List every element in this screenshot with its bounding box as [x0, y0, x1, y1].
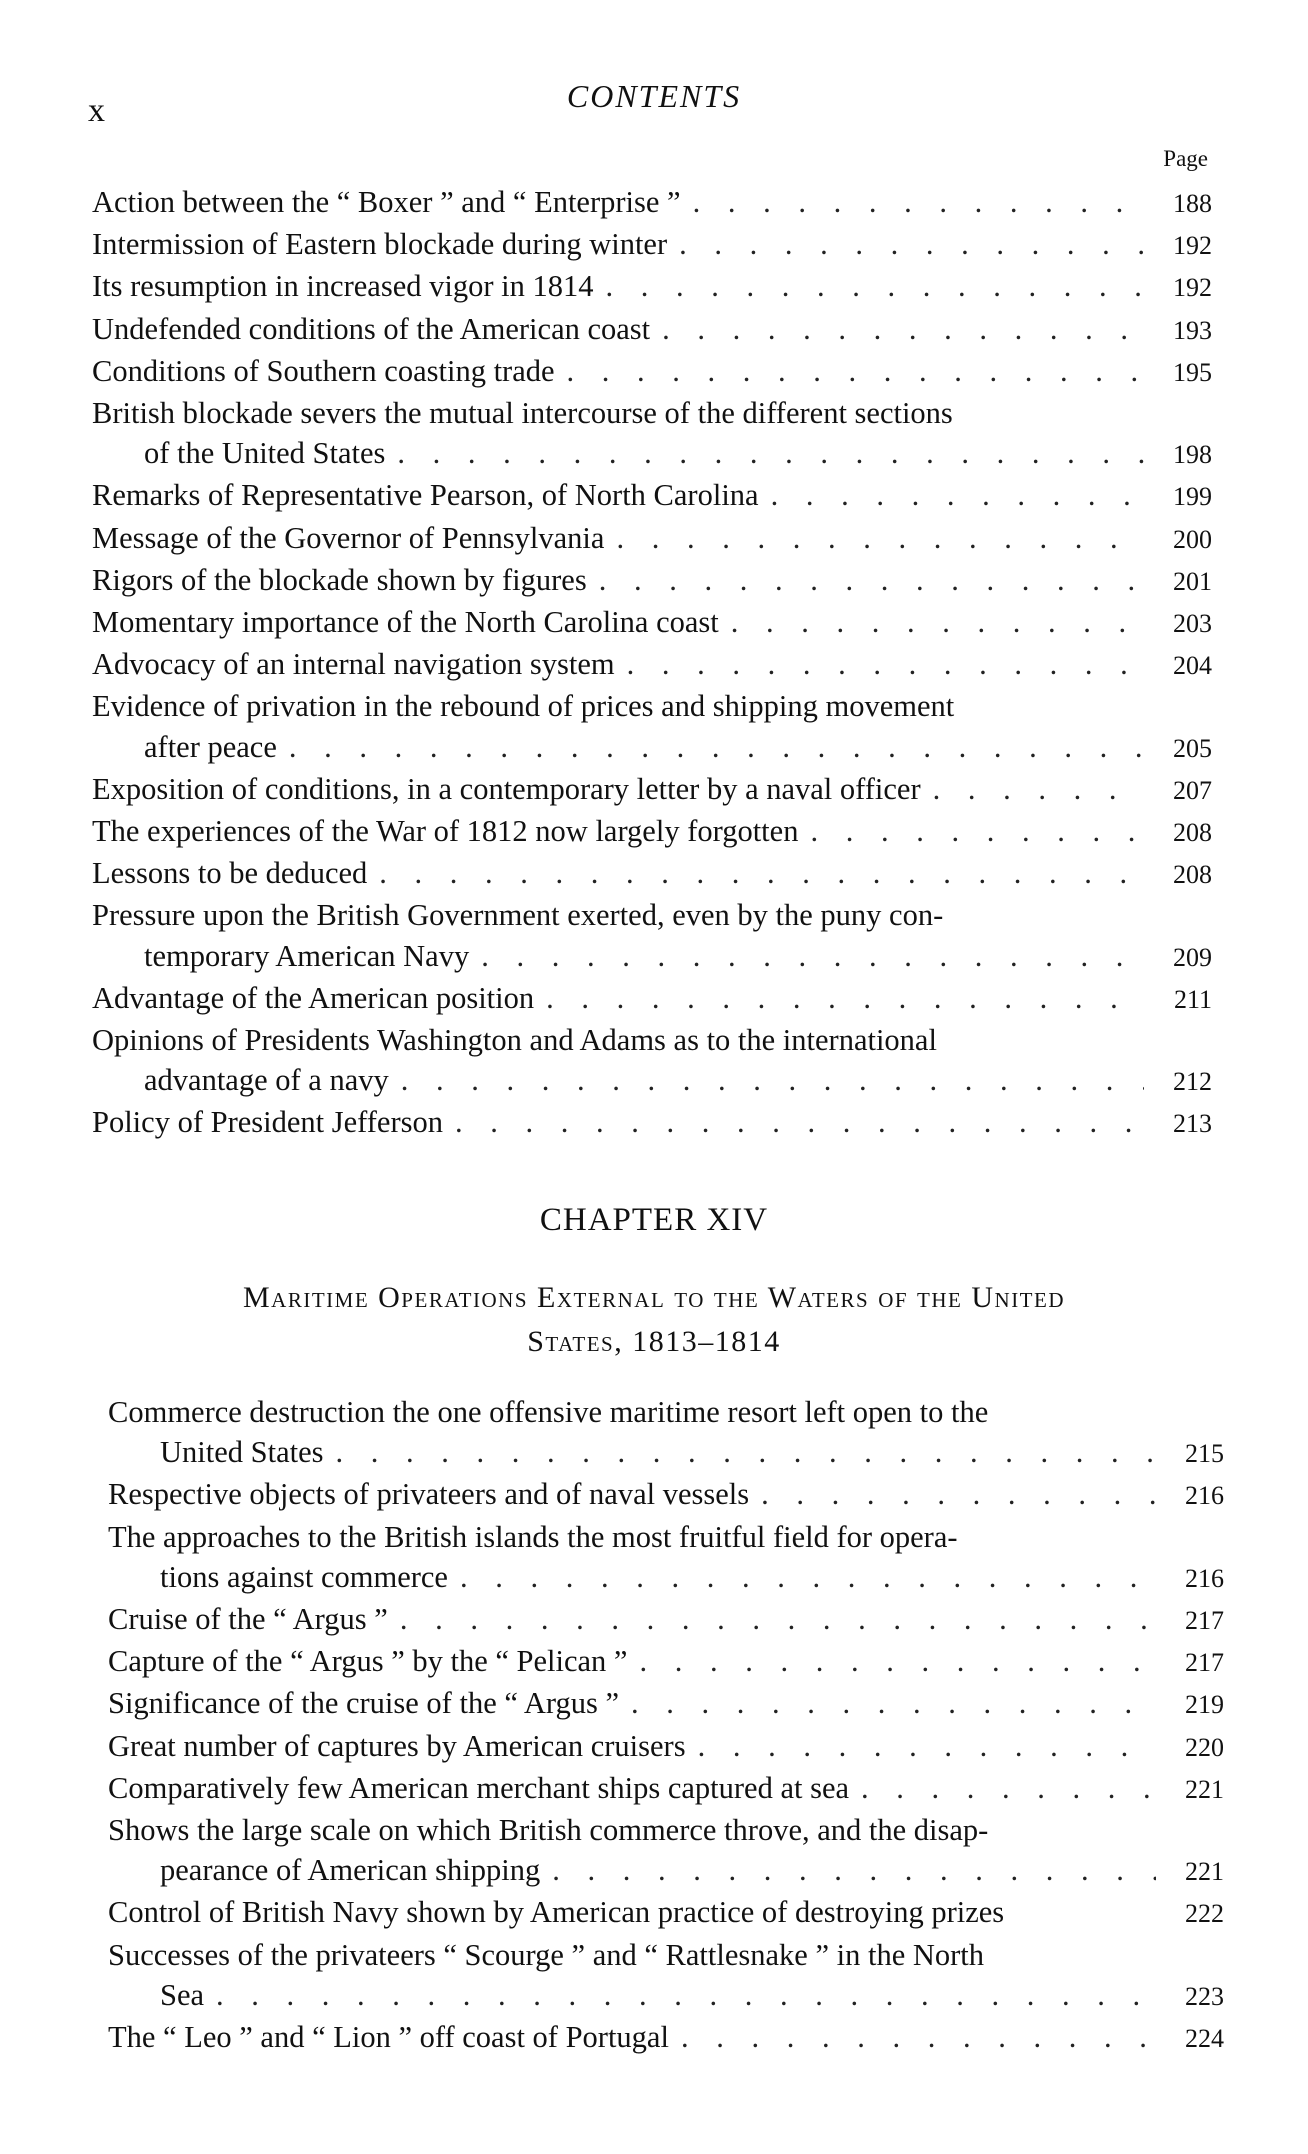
toc-entry: [108, 1768, 1224, 1810]
toc-entry-first-line: British blockade severs the mutual intercourse of the different sections: [92, 396, 953, 431]
dot-leader: [679, 224, 1144, 264]
toc-entry-page: 219: [1185, 1690, 1224, 1720]
dot-leader: [627, 644, 1144, 684]
toc-entry-page: 200: [1173, 524, 1212, 554]
dot-leader: [336, 1432, 1157, 1472]
toc-entry-title: Respective objects of privateers and of naval vessels: [108, 1477, 750, 1512]
dot-leader: [481, 936, 1144, 976]
dot-leader: [379, 853, 1144, 893]
toc-entry-title: Intermission of Eastern blockade during winter: [92, 227, 668, 262]
dot-leader: [771, 475, 1144, 515]
dot-leader: [216, 1975, 1156, 2015]
toc-entry-page: 216: [1185, 1563, 1224, 1593]
toc-entry-page: 224: [1185, 2024, 1224, 2054]
page-column-label: Page: [1163, 146, 1208, 171]
toc-entry-title: Undefended conditions of the American coast: [92, 311, 651, 346]
toc-entry-title: Conditions of Southern coasting trade: [92, 353, 555, 388]
dot-leader: [698, 1726, 1156, 1766]
toc-entry: [92, 895, 1212, 977]
toc-entry: [92, 686, 1212, 768]
toc-entry: [92, 1102, 1212, 1144]
dot-leader: [639, 1641, 1156, 1681]
toc-entry-title: temporary American Navy: [144, 938, 470, 973]
chapter-subtitle-line-2: States, 1813–1814: [527, 1325, 781, 1358]
dot-leader: [616, 518, 1144, 558]
toc-entry: [92, 769, 1212, 811]
toc-entry: [108, 1641, 1224, 1683]
toc-entry-title: advantage of a navy: [144, 1063, 389, 1098]
dot-leader: [681, 2017, 1156, 2057]
toc-entry: [108, 1683, 1224, 1725]
dot-leader: [933, 769, 1144, 809]
dot-leader: [552, 1850, 1156, 1890]
toc-entry-page: 215: [1185, 1439, 1224, 1469]
toc-entry-page: 203: [1173, 609, 1212, 639]
dot-leader: [455, 1102, 1144, 1142]
toc-entry: [108, 1726, 1224, 1768]
toc-entry-page: 209: [1173, 942, 1212, 972]
toc-entry-page: 212: [1173, 1067, 1212, 1097]
dot-leader: [546, 978, 1144, 1018]
toc-entry-page: 223: [1185, 1981, 1224, 2011]
toc-entry-page: 217: [1185, 1606, 1224, 1636]
toc-section-one: [92, 182, 1212, 1145]
toc-entry: [92, 266, 1212, 308]
toc-entry-title: pearance of American shipping: [160, 1853, 541, 1888]
dot-leader: [810, 811, 1144, 851]
toc-entry-page: 217: [1185, 1648, 1224, 1678]
toc-entry: [108, 2017, 1224, 2059]
dot-leader: [567, 351, 1144, 391]
chapter-subtitle: [0, 1276, 1308, 1364]
toc-entry: [92, 351, 1212, 393]
toc-entry-title: after peace: [144, 729, 277, 764]
toc-entry-title: United States: [160, 1435, 324, 1470]
dot-leader: [662, 309, 1144, 349]
toc-entry-first-line: The approaches to the British islands the most fruitful field for opera-: [108, 1519, 958, 1554]
toc-entry-title: Remarks of Representative Pearson, of North Carolina: [92, 478, 759, 513]
toc-entry-title: Control of British Navy shown by American practice of destroying prizes: [108, 1895, 1005, 1930]
toc-entry-first-line: Shows the large scale on which British commerce throve, and the disap-: [108, 1813, 989, 1848]
toc-entry-page: 221: [1185, 1774, 1224, 1804]
toc-entry-page: 195: [1173, 357, 1212, 387]
toc-entry-page: 193: [1173, 315, 1212, 345]
toc-entry-page: 220: [1185, 1732, 1224, 1762]
toc-entry-page: 205: [1173, 733, 1212, 763]
toc-entry-first-line: Commerce destruction the one offensive maritime resort left open to the: [108, 1395, 989, 1429]
toc-entry: [108, 1892, 1224, 1934]
dot-leader: [861, 1768, 1156, 1808]
dot-leader: [460, 1557, 1156, 1597]
toc-entry-title: Capture of the “ Argus ” by the “ Pelican ”: [108, 1644, 628, 1679]
toc-entry: [108, 1474, 1224, 1516]
dot-leader: [693, 182, 1144, 222]
toc-entry: [108, 1599, 1224, 1641]
toc-entry: [92, 309, 1212, 351]
dot-leader: [761, 1474, 1156, 1514]
dot-leader: [400, 1599, 1156, 1639]
dot-leader: [605, 266, 1144, 306]
dot-leader: [631, 1683, 1156, 1723]
toc-entry-title: Lessons to be deduced: [92, 856, 368, 891]
toc-entry-title: The experiences of the War of 1812 now largely forgotten: [92, 814, 799, 849]
chapter-title: CHAPTER XIV: [539, 1202, 769, 1238]
toc-entry-title: Its resumption in increased vigor in 1814: [92, 269, 594, 304]
toc-section-two: [108, 1392, 1224, 2059]
toc-entry-page: 204: [1173, 651, 1212, 681]
toc-entry: [92, 518, 1212, 560]
toc-entry: [108, 1810, 1224, 1892]
toc-entry-title: Great number of captures by American cruisers: [108, 1728, 686, 1763]
toc-entry-title: Significance of the cruise of the “ Argus ”: [108, 1686, 619, 1721]
toc-entry-title: tions against commerce: [160, 1559, 448, 1594]
toc-entry-title: of the United States: [144, 436, 386, 471]
toc-entry: [92, 978, 1212, 1020]
dot-leader: [401, 1060, 1144, 1100]
toc-entry-first-line: Successes of the privateers “ Scourge ” and “ Rattlesnake ” in the North: [108, 1937, 985, 1972]
toc-entry-title: Advocacy of an internal navigation system: [92, 647, 615, 682]
toc-entry: [92, 393, 1212, 475]
dot-leader: [599, 560, 1144, 600]
toc-entry: [92, 644, 1212, 686]
toc-entry-title: Exposition of conditions, in a contemporary letter by a naval officer: [92, 771, 921, 806]
toc-entry-page: 201: [1173, 566, 1212, 596]
page-number: x: [88, 92, 106, 129]
chapter-subtitle-line-1: Maritime Operations External to the Waters of the United: [242, 1281, 1066, 1314]
toc-entry-page: 192: [1173, 231, 1212, 261]
toc-entry: [92, 853, 1212, 895]
toc-entry-title: Comparatively few American merchant ships captured at sea: [108, 1770, 850, 1805]
toc-entry: [92, 1020, 1212, 1102]
toc-entry-title: Policy of President Jefferson: [92, 1105, 443, 1140]
toc-entry-title: Rigors of the blockade shown by figures: [92, 562, 587, 597]
toc-entry-title: Advantage of the American position: [92, 980, 535, 1015]
toc-entry-first-line: Opinions of Presidents Washington and Adams as to the international: [92, 1023, 937, 1058]
running-head: CONTENTS: [566, 78, 742, 114]
toc-entry: [92, 182, 1212, 224]
toc-entry-page: 216: [1185, 1481, 1224, 1511]
toc-entry: [92, 224, 1212, 266]
toc-entry-title: Momentary importance of the North Carolina coast: [92, 605, 719, 640]
dot-leader: [397, 433, 1144, 473]
toc-entry-page: 208: [1173, 818, 1212, 848]
toc-entry-title: Message of the Governor of Pennsylvania: [92, 520, 605, 555]
dot-leader: [289, 727, 1144, 767]
toc-entry-page: 198: [1173, 440, 1212, 470]
toc-entry: [108, 1517, 1224, 1599]
toc-entry: [108, 1935, 1224, 2017]
toc-entry-page: 208: [1173, 860, 1212, 890]
toc-entry-first-line: Evidence of privation in the rebound of prices and shipping movement: [92, 689, 955, 724]
toc-entry: [92, 475, 1212, 517]
toc-entry: [108, 1392, 1224, 1474]
toc-entry-page: 199: [1173, 482, 1212, 512]
toc-entry-page: 211: [1173, 984, 1212, 1014]
toc-entry-title: Cruise of the “ Argus ”: [108, 1602, 388, 1637]
toc-entry-page: 222: [1185, 1899, 1224, 1929]
toc-entry-page: 221: [1185, 1857, 1224, 1887]
toc-entry: [92, 602, 1212, 644]
dot-leader: [731, 602, 1144, 642]
toc-entry-page: 207: [1173, 775, 1212, 805]
toc-entry-first-line: Pressure upon the British Government exerted, even by the puny con-: [92, 898, 944, 933]
toc-entry: [92, 811, 1212, 853]
toc-entry: [92, 560, 1212, 602]
toc-entry-page: 188: [1173, 189, 1212, 218]
toc-entry-title: The “ Leo ” and “ Lion ” off coast of Portugal: [108, 2020, 669, 2055]
toc-entry-page: 213: [1173, 1109, 1212, 1139]
toc-entry-title: Action between the “ Boxer ” and “ Enterprise ”: [92, 185, 681, 219]
toc-entry-title: Sea: [160, 1977, 205, 2012]
toc-entry-page: 192: [1173, 273, 1212, 303]
